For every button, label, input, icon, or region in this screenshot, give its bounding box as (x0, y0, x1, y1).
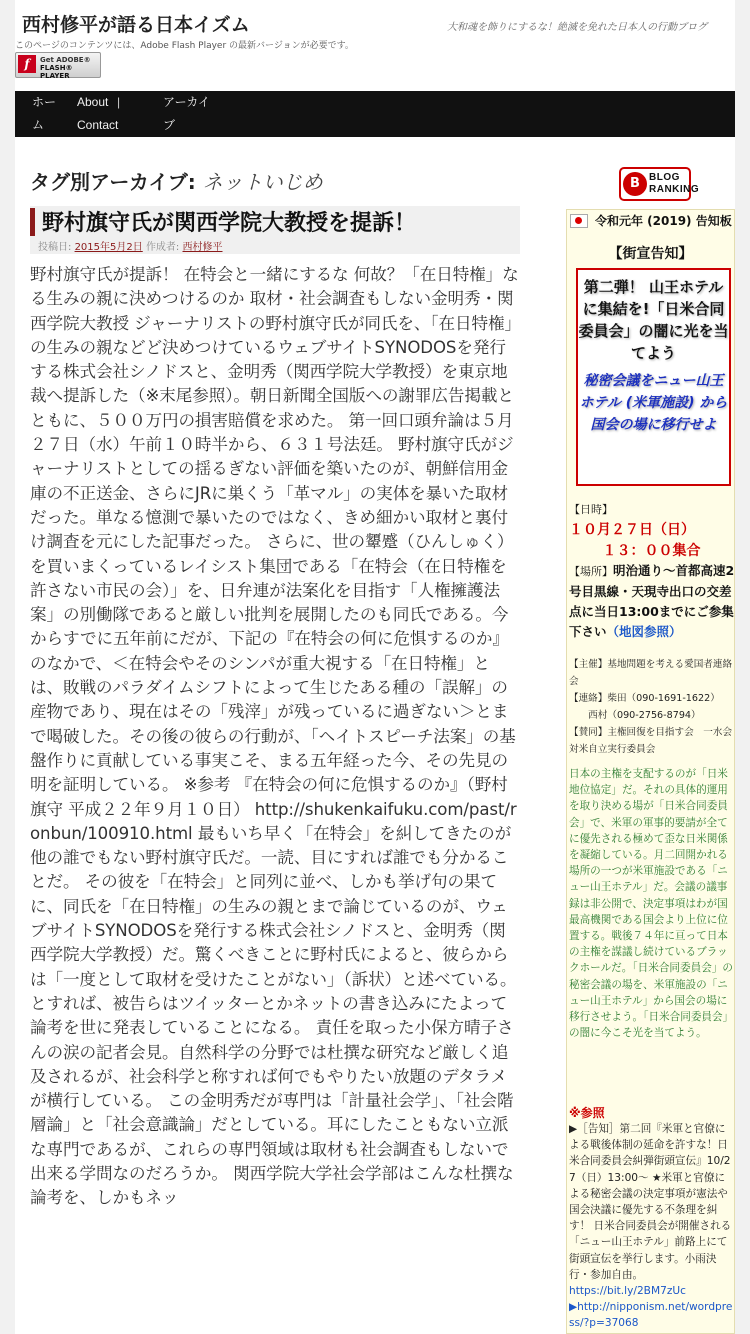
street-notice-heading: 【街宣告知】 (608, 246, 693, 262)
archive-title (30, 166, 323, 195)
event-banner-subtitle: 秘密会議をニュー山王ホテル (米軍施設) から国会の場に移行せよ (579, 373, 728, 433)
nav-home-line1[interactable]: ホー (32, 95, 57, 109)
event-date (569, 499, 734, 562)
map-link[interactable]: （地図参照） (606, 624, 682, 639)
ranking-badge-text (649, 172, 699, 196)
post-header (30, 206, 520, 254)
event-place (569, 561, 735, 642)
event-time: １３：００集合 (602, 543, 701, 559)
reference-link-2[interactable]: ▶http://nipponism.net/wordpress/?p=37068 (569, 1301, 733, 1330)
site-title[interactable]: 西村修平が語る日本イズム (22, 14, 250, 36)
ranking-badge-line1: BLOG (649, 172, 680, 183)
ranking-badge-line2: RANKING (649, 184, 700, 195)
supporters: 【賛同】主権回復を目指す会 一水会 対米自立実行委員会 (569, 727, 742, 755)
event-banner-title: 第二弾！ 山王ホテルに集結を!「日米合同委員会」の闇に光を当てよう (578, 278, 729, 362)
post-title[interactable]: 野村旗守氏が関西学院大教授を提訴！ (42, 211, 417, 236)
post-author-link[interactable]: 西村修平 (182, 242, 223, 253)
sidebar-header-title: 令和元年 (2019) 告知板 (595, 214, 732, 228)
contact-2: 西村（090-2756-8794） (569, 710, 701, 721)
event-date-label: 【日時】 (569, 503, 613, 516)
flash-button-line1: Get ADOBE® (40, 56, 91, 64)
post-body: 野村旗守氏が提訴！ 在特会と一緒にするな 何故？「在日特権」なる生みの親に決めつけるのか 取材・社会調査もしない金明秀・関西学院大教授 ジャーナリストの野村旗守氏が同氏を、「在日特権」の生みの親などど決めつけているウェブサイトSYNODOSを発行する株式会社シノドスと、金明秀（関西学院大学教授）を東京地裁へ提訴した（※末尾参照）。朝日新聞全国版への謝罪広告掲載とともに、５００万円の損害賠償を求めた。 第一回口頭弁論は５月２７日（水）午前１０時半から、６３１号法廷。 野村旗守氏がジャーナリストとしての揺るぎない評価を築いたのが、朝鮮信用金庫の不正送金、さらにJRに巣くう「革マル」の実体を暴いた取材だった。単なる憶測で暴いたのではなく、きめ細かい取材と裏付け調査を元にした記事だった。 さらに、世の顰蹙（ひんしゅく）を買いまくっているレイシスト集団である「在特会（在日特権を許さない市民の会）」を、日弁連が法案化を目指す「人権擁護法案」の別働隊であると厳しい批判を展開したのも同氏である。今からすでに五年前にだが、下記の『在特会の何に危惧するのか』のなかで、＜在特会やそのシンパが重大視する「在日特権」とは、敗戦のパラダイムシフトによって生じたある種の「誤解」の産物であり、現在はその「残滓」が残っているに過ぎない＞とまで喝破した。その後の彼らの行動が、「ヘイトスピーチ法案」の基盤作りに貢献している事実こそ、まる五年経った今、その先見の明を証明している。 ※参考 『在特会の何に危惧するのか』（野村旗守 平成２２年９月１０日） http://shukenkaifuku.com/past/ronbun/100910.html 最もいち早く「在特会」を糾してきたのが他の誰でもない野村旗守氏だ。一読、目にすれば誰でも分かることだ。 その彼を「在特会」と同列に並べ、しかも挙げ句の果てに、同氏を「在日特権」の生みの親とまで論じているのが、ウェブサイトSYNODOSを発行する株式会社シノドスと、金明秀（関西学院大学教授）だ。驚くべきことに野村氏によると、彼らからは「一度として取材を受けたことがない」（訴状）と述べている。とすれば、被告らはツイッターとかネットの書き込みにたよって論考を世に発表していることになる。 責任を取った小保方晴子さんの涙の記者会見。自然科学の分野では杜撰な研究など厳しく追及されるが、社会科学と称すれば何でもやりたい放題のデタラメが横行している。 この金明秀だが専門は「計量社会学」、「社会階層論」と「社会意識論」だとしている。耳にしたこともない立派な専門であるが、これらの専門領域は取材も社会調査もしないで出来る学問なのだろうか。 関西学院大学社会学部はこんな杜撰な論考を、しかもネッ (30, 265, 522, 1208)
event-place-value: 明治通り～首都高速2号目黒線・天現寺出口の交差点に当日13:00までにご参集下さい (569, 563, 735, 639)
ranking-logo-icon: B (623, 172, 647, 196)
flash-button-line2: FLASH® PLAYER (40, 64, 73, 80)
site-description: 大和魂を飾りにするな！絶滅を免れた日本人の行動ブログ (447, 22, 707, 33)
flash-icon: f (18, 55, 36, 73)
reference-text: ▶［告知］第二回『米軍と官僚による戦後体制の延命を許すな！日米合同委員会糾弾街頭宣伝』10/27（日）13:00～ ★米軍と官僚による秘密会議の決定事項が憲法や国会決議に優先する不条理を糾す！ 日米合同委員会が開催される「ニュー山王ホテル」前路上にて街頭宣伝を挙行します。小雨決行・参加自由。 (569, 1123, 732, 1281)
sidebar-header (567, 210, 734, 232)
post-author-label: 作成者: (145, 242, 180, 253)
flash-notice: このページのコンテンツには、Adobe Flash Player の最新バージョンが必要です。 (15, 41, 354, 51)
post-meta (38, 238, 223, 253)
event-date-value: １０月２７日（日） (569, 522, 695, 538)
page (15, 0, 742, 1334)
main-navigation (15, 91, 735, 137)
event-place-label: 【場所】 (569, 565, 613, 578)
nav-home-line2[interactable]: ム (32, 118, 45, 132)
reference-block (569, 1121, 734, 1332)
post-title-accent-bar (30, 208, 35, 236)
reference-heading: ※参照 (569, 1106, 605, 1120)
post-date-label: 投稿日: (38, 242, 72, 253)
archive-tag: ネットいじめ (202, 170, 323, 194)
post-date-link[interactable]: 2015年5月2日 (74, 242, 143, 253)
japan-flag-icon (570, 214, 588, 228)
event-organizers (569, 656, 742, 758)
archive-prefix: タグ別アーカイブ: (30, 170, 196, 194)
sidebar-main-text: 日本の主権を支配するのが「日米地位協定」だ。それの具体的運用を取り決める場が「日米合同委員会」で、米軍の軍事的要請が全てに優先される極めて歪な日米関係を凝縮している。月二回開かれる場所の一つが米軍施設である「ニュー山王ホテル」だ。会議の議事録は非公開で、決定事項はわが国最高機関である国会より上位に位置する。戦後７４年に亘って日本の主権を謀議し続けているブラックホールだ。「日米合同委員会」の秘密会議の場を、米軍施設の「ニュー山王ホテル」から国会の場に移行させよう。「日米合同委員会」の闇に今こそ光を当てよう。 (569, 768, 733, 1040)
reference-link-1[interactable]: https://bit.ly/2BM7zUc (569, 1285, 686, 1298)
nav-separator: | (117, 95, 121, 109)
get-flash-player-button[interactable] (15, 52, 101, 78)
nav-about[interactable]: About (77, 95, 109, 109)
nav-archive-line2[interactable]: ブ (163, 118, 176, 132)
nav-contact[interactable]: Contact (77, 118, 119, 132)
blog-ranking-badge[interactable] (619, 167, 700, 201)
event-banner[interactable] (576, 268, 731, 486)
contact-1: 【連絡】柴田（090-1691-1622） (569, 693, 720, 704)
sidebar-notice-board (566, 209, 742, 1334)
organizer: 【主催】基地問題を考える愛国者連絡会 (569, 659, 733, 687)
flash-button-label (40, 56, 100, 80)
nav-archive-line1[interactable]: アーカイ (163, 95, 211, 109)
